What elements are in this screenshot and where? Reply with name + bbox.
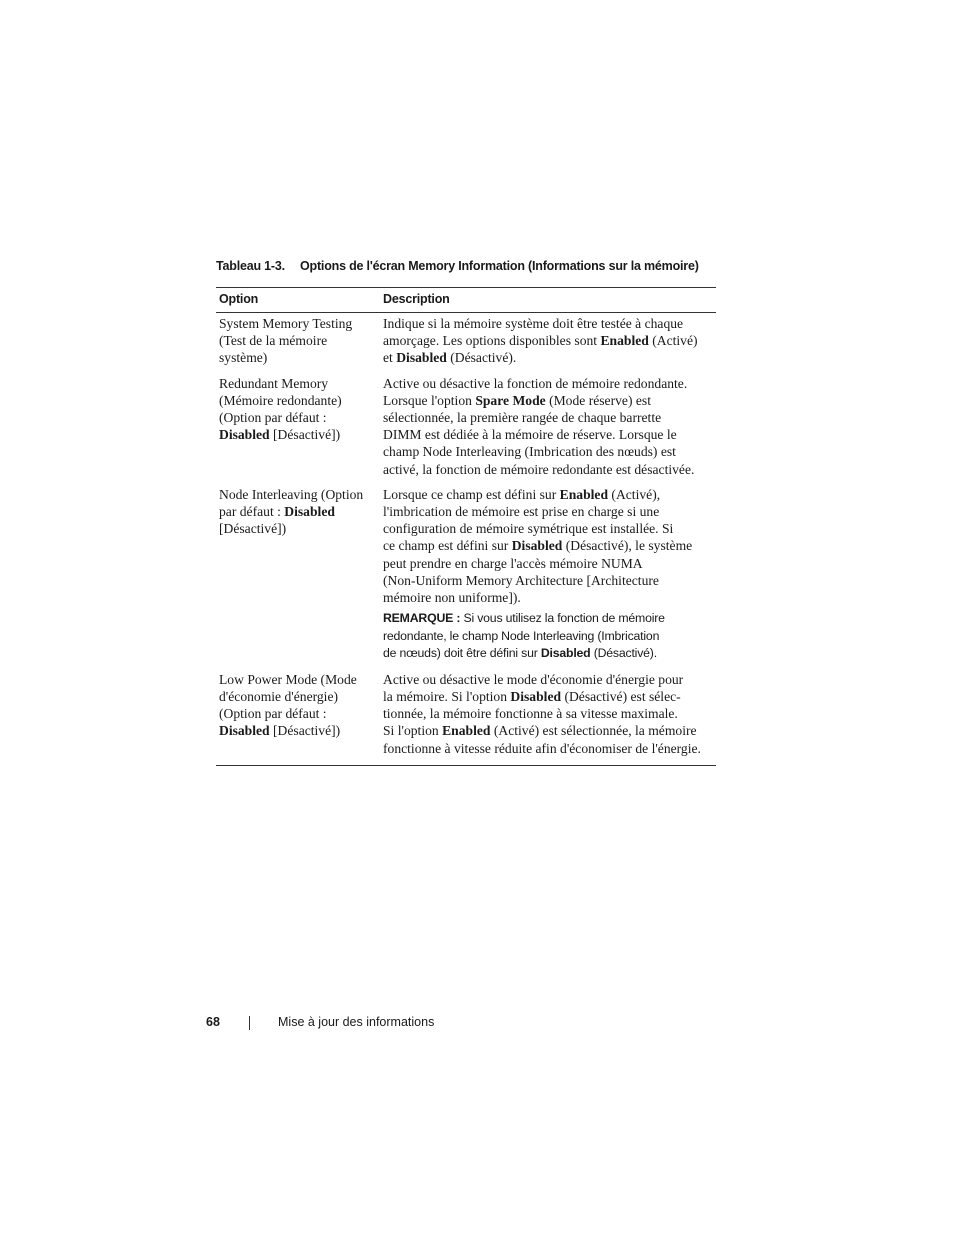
option-line: système) — [219, 350, 268, 366]
description-cell — [380, 485, 716, 670]
option-line: (Test de la mémoire — [219, 333, 328, 349]
desc-line: tionnée, la mémoire fonctionne à sa vitesse maximale. — [383, 706, 678, 722]
option-line: Low Power Mode (Mode — [219, 671, 357, 687]
page-number: 68 — [206, 1015, 220, 1029]
desc-line: champ Node Interleaving (Imbrication des nœuds) est — [383, 444, 676, 460]
desc-line: la mémoire. Si l'option Disabled (Désactivé) est sélec- — [383, 688, 681, 704]
option-line: par défaut : Disabled — [219, 504, 335, 520]
table-header-row — [216, 288, 716, 313]
note-remarque — [383, 610, 713, 663]
desc-line: peut prendre en charge l'accès mémoire NUMA — [383, 555, 643, 571]
option-cell — [216, 485, 380, 670]
option-line: Disabled [Désactivé]) — [219, 723, 341, 739]
desc-line: Lorsque ce champ est défini sur Enabled (Activé), — [383, 486, 661, 502]
desc-line: Active ou désactive la fonction de mémoire redondante. — [383, 375, 688, 391]
desc-line: Indique si la mémoire système doit être testée à chaque — [383, 316, 684, 331]
note-line: de nœuds) doit être défini sur Disabled (Désactivé). — [383, 646, 657, 661]
desc-line: DIMM est dédiée à la mémoire de réserve. Lorsque le — [383, 427, 677, 443]
note-line: redondante, le champ Node Interleaving (Imbrication — [383, 628, 660, 643]
option-cell — [216, 313, 380, 374]
header-option: Option — [216, 288, 380, 313]
footer-divider — [249, 1016, 250, 1030]
desc-line: et Disabled (Désactivé). — [383, 350, 517, 366]
note-lead: REMARQUE : — [383, 611, 461, 626]
memory-options-table — [216, 287, 716, 766]
table-caption — [216, 259, 736, 273]
desc-line: Lorsque l'option Spare Mode (Mode réserve) est — [383, 392, 651, 408]
option-line: Disabled [Désactivé]) — [219, 427, 341, 443]
desc-line: ce champ est défini sur Disabled (Désactivé), le système — [383, 538, 693, 554]
option-cell — [216, 374, 380, 485]
note-line: Si vous utilisez la fonction de mémoire — [460, 611, 665, 626]
desc-line: sélectionnée, la première rangée de chaque barrette — [383, 410, 662, 426]
option-line: Node Interleaving (Option — [219, 486, 364, 502]
desc-line: amorçage. Les options disponibles sont Enabled (Activé) — [383, 333, 698, 349]
header-description: Description — [380, 288, 716, 313]
desc-line: (Non-Uniform Memory Architecture [Architecture — [383, 572, 659, 588]
desc-line: Si l'option Enabled (Activé) est sélectionnée, la mémoire — [383, 723, 697, 739]
desc-line: fonctionne à vitesse réduite afin d'économiser de l'énergie. — [383, 740, 701, 756]
option-cell — [216, 670, 380, 766]
desc-line: mémoire non uniforme]). — [383, 590, 521, 606]
desc-line: l'imbrication de mémoire est prise en charge si une — [383, 504, 660, 520]
option-line: d'économie d'énergie) — [219, 688, 339, 704]
option-line: [Désactivé]) — [219, 521, 287, 537]
caption-label: Tableau 1-3. — [216, 259, 285, 273]
option-line: (Mémoire redondante) — [219, 392, 342, 408]
option-line: (Option par défaut : — [219, 410, 327, 426]
option-line: System Memory Testing — [219, 316, 353, 331]
description-cell — [380, 670, 716, 766]
description-cell — [380, 374, 716, 485]
caption-title: Options de l'écran Memory Information (Informations sur la mémoire) — [300, 259, 699, 273]
desc-line: Active ou désactive le mode d'économie d'énergie pour — [383, 671, 684, 687]
desc-line: activé, la fonction de mémoire redondante est désactivée. — [383, 461, 695, 477]
option-line: (Option par défaut : — [219, 706, 327, 722]
footer-section-title: Mise à jour des informations — [278, 1015, 435, 1029]
table-row — [216, 670, 716, 766]
table-row — [216, 374, 716, 485]
table-row — [216, 313, 716, 374]
description-cell — [380, 313, 716, 374]
table-row — [216, 485, 716, 670]
desc-line: configuration de mémoire symétrique est installée. Si — [383, 521, 674, 537]
option-line: Redundant Memory — [219, 375, 329, 391]
